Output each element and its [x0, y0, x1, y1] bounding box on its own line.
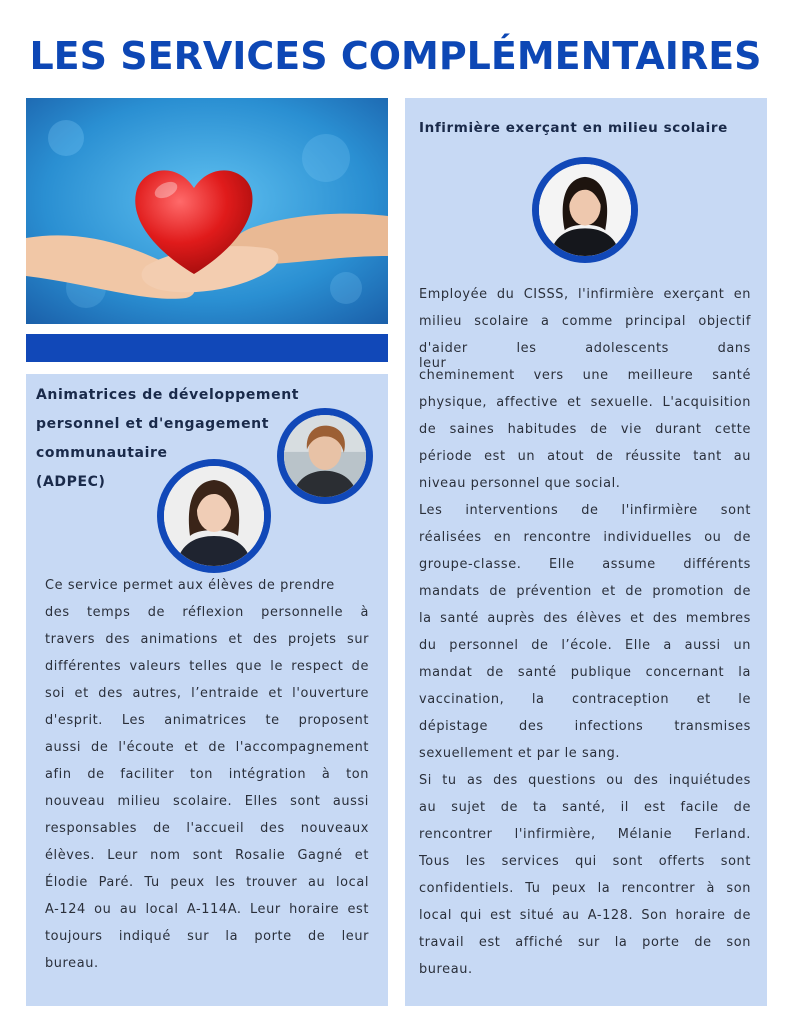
adpec-body-line: nouveau milieu scolaire. Elles sont aussi [45, 794, 369, 809]
adpec-body-line: afin de faciliter ton intégration à ton [45, 767, 369, 782]
page-title: LES SERVICES COMPLÉMENTAIRES [29, 34, 762, 78]
nurse-body-line: au sujet de ta santé, il est facile de [419, 800, 751, 815]
adpec-body-line: Élodie Paré. Tu peux les trouver au local [45, 875, 369, 890]
adpec-title-line-4: (ADPEC) [36, 474, 106, 490]
nurse-body-line: de saines habitudes de vie durant cette [419, 422, 751, 437]
adpec-body-line: bureau. [45, 956, 99, 971]
nurse-body-line: mandat de santé publique concernant la [419, 665, 751, 680]
nurse-body-line: réalisées en rencontre individuelles ou de [419, 530, 751, 545]
nurse-body-line: Les interventions de l'infirmière sont [419, 503, 751, 518]
nurse-body-line: dépistage des infections transmises [419, 719, 751, 734]
nurse-body-line: vaccination, la contraception et le [419, 692, 751, 707]
adpec-body-line: aussi de l'écoute et de l'accompagnement [45, 740, 369, 755]
decorative-bar [26, 334, 388, 362]
adpec-title-line-1: Animatrices de développement [36, 387, 300, 403]
nurse-body-line: du personnel de l’école. Elle a aussi un [419, 638, 751, 653]
nurse-body-line: physique, affective et sexuelle. L'acquisition [419, 395, 751, 410]
nurse-body-line: Tous les services qui sont offerts sont [419, 854, 751, 869]
adpec-body-line: d'esprit. Les animatrices te proposent [45, 713, 369, 728]
adpec-body-line: toujours indiqué sur la porte de leur [45, 929, 369, 944]
adpec-body-line: élèves. Leur nom sont Rosalie Gagné et [45, 848, 369, 863]
person-portrait-icon [157, 459, 271, 573]
nurse-body-line: sexuellement et par le sang. [419, 746, 621, 761]
adpec-body-line: travers des animations et des projets sur [45, 632, 369, 647]
adpec-body-line: des temps de réflexion personnelle à [45, 605, 369, 620]
nurse-body-line: Si tu as des questions ou des inquiétudes [419, 773, 751, 788]
adpec-body-line: soi et des autres, l’entraide et l'ouverture [45, 686, 369, 701]
nurse-body-line: cheminement vers une meilleure santé [419, 368, 751, 383]
nurse-title: Infirmière exerçant en milieu scolaire [419, 120, 728, 136]
nurse-body-line: mandats de prévention et de promotion de [419, 584, 751, 599]
adpec-body-line: différentes valeurs telles que le respect de [45, 659, 369, 674]
nurse-body-line: d'aider les adolescents dans leur [419, 341, 751, 371]
nurse-body-line: groupe-classe. Elle assume différents [419, 557, 751, 572]
nurse-body-line: confidentiels. Tu peux la rencontrer à son [419, 881, 751, 896]
nurse-body-line: la santé auprès des élèves et des membres [419, 611, 751, 626]
adpec-body-line: responsables de l'accueil des nouveaux [45, 821, 369, 836]
nurse-body-line: rencontrer l'infirmière, Mélanie Ferland. [419, 827, 751, 842]
nurse-body-line: niveau personnel que social. [419, 476, 621, 491]
nurse-body-line: bureau. [419, 962, 473, 977]
person-portrait-icon [277, 408, 373, 504]
nurse-body-line: Employée du CISSS, l'infirmière exerçant en [419, 287, 751, 302]
nurse-body-line: milieu scolaire a comme principal objectif [419, 314, 751, 329]
nurse-body-line: période est un atout de réussite tant au [419, 449, 751, 464]
adpec-title-line-2: personnel et d'engagement [36, 416, 270, 432]
person-portrait-icon [532, 157, 638, 263]
hands-holding-heart-icon [26, 98, 388, 324]
adpec-body-line: A-124 ou au local A-114A. Leur horaire est [45, 902, 369, 917]
nurse-body-line: travail est affiché sur la porte de son [419, 935, 751, 950]
adpec-title-line-3: communautaire [36, 445, 168, 461]
adpec-body-line: Ce service permet aux élèves de prendre [45, 578, 335, 593]
nurse-body-line: local qui est situé au A-128. Son horaire de [419, 908, 751, 923]
